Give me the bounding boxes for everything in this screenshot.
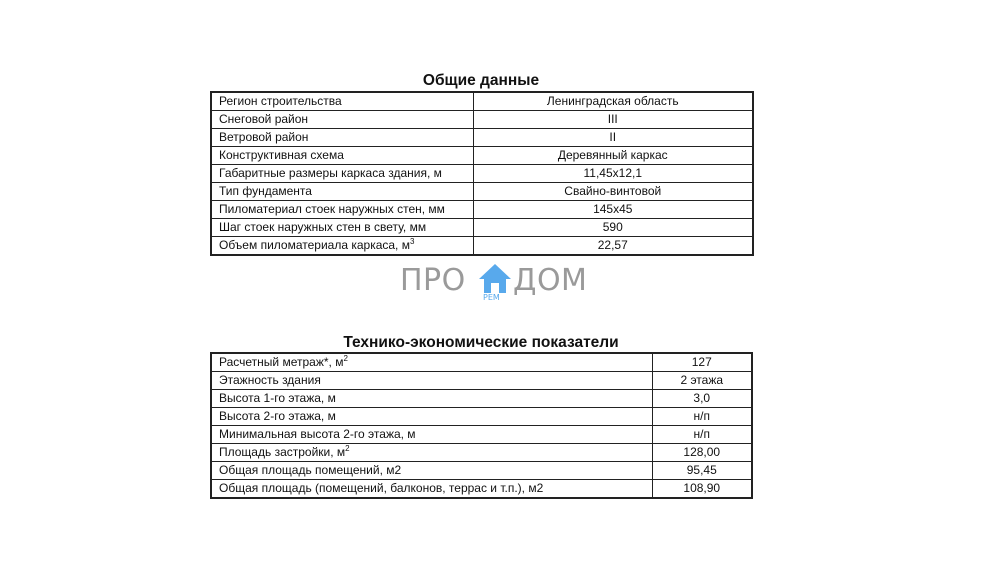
table-row <box>211 129 753 147</box>
general-data-table <box>210 91 754 256</box>
row-value: н/п <box>652 426 752 444</box>
row-value: 128,00 <box>652 444 752 462</box>
row-label: Габаритные размеры каркаса здания, м <box>211 165 473 183</box>
watermark-logo <box>400 262 600 302</box>
row-value: 108,90 <box>652 480 752 499</box>
logo-text-right: ДОМ <box>513 263 588 298</box>
row-label: Снеговой район <box>211 111 473 129</box>
row-value: 145х45 <box>473 201 753 219</box>
row-label: Высота 1-го этажа, м <box>211 390 652 408</box>
row-label <box>211 353 652 372</box>
row-label: Пиломатериал стоек наружных стен, мм <box>211 201 473 219</box>
table-row <box>211 201 753 219</box>
table-row <box>211 92 753 111</box>
row-value: 3,0 <box>652 390 752 408</box>
row-label <box>211 237 473 256</box>
table-row <box>211 353 752 372</box>
row-label: Тип фундамента <box>211 183 473 201</box>
row-label: Регион строительства <box>211 92 473 111</box>
row-value: 590 <box>473 219 753 237</box>
table-row <box>211 237 753 256</box>
row-label: Этажность здания <box>211 372 652 390</box>
logo-subtext: РЕМ <box>483 293 500 302</box>
table-row <box>211 480 752 499</box>
logo-text-left: ПРО <box>400 263 466 298</box>
unit-superscript: 2 <box>345 444 350 453</box>
row-value: Ленинградская область <box>473 92 753 111</box>
row-value: 95,45 <box>652 462 752 480</box>
row-label: Ветровой район <box>211 129 473 147</box>
table-row <box>211 111 753 129</box>
row-label-text: Расчетный метраж*, м <box>219 355 344 369</box>
row-label: Общая площадь помещений, м2 <box>211 462 652 480</box>
row-value: 22,57 <box>473 237 753 256</box>
row-value: 11,45х12,1 <box>473 165 753 183</box>
unit-superscript: 3 <box>409 237 415 246</box>
row-label: Минимальная высота 2-го этажа, м <box>211 426 652 444</box>
row-label: Шаг стоек наружных стен в свету, мм <box>211 219 473 237</box>
row-label-text: Площадь застройки, м <box>219 445 346 459</box>
row-value: 2 этажа <box>652 372 752 390</box>
row-label: Общая площадь (помещений, балконов, террас и т.п.), м2 <box>211 480 652 499</box>
row-value: III <box>473 111 753 129</box>
row-label: Высота 2-го этажа, м <box>211 408 652 426</box>
table-row <box>211 426 752 444</box>
row-label-text: Объем пиломатериала каркаса, м <box>219 238 410 252</box>
row-value: н/п <box>652 408 752 426</box>
table-row <box>211 219 753 237</box>
row-value: II <box>473 129 753 147</box>
row-value: Деревянный каркас <box>473 147 753 165</box>
tech-indicators-table <box>210 352 753 499</box>
table-row <box>211 462 752 480</box>
table-row <box>211 165 753 183</box>
table-row <box>211 408 752 426</box>
row-value: Свайно-винтовой <box>473 183 753 201</box>
table-row <box>211 390 752 408</box>
table-row <box>211 372 752 390</box>
row-label <box>211 444 652 462</box>
general-data-title: Общие данные <box>422 72 540 89</box>
table-row <box>211 147 753 165</box>
tech-indicators-title: Технико-экономические показатели <box>343 334 619 351</box>
row-value: 127 <box>652 353 752 372</box>
row-label: Конструктивная схема <box>211 147 473 165</box>
table-row <box>211 444 752 462</box>
unit-superscript: 2 <box>343 354 348 363</box>
table-row <box>211 183 753 201</box>
